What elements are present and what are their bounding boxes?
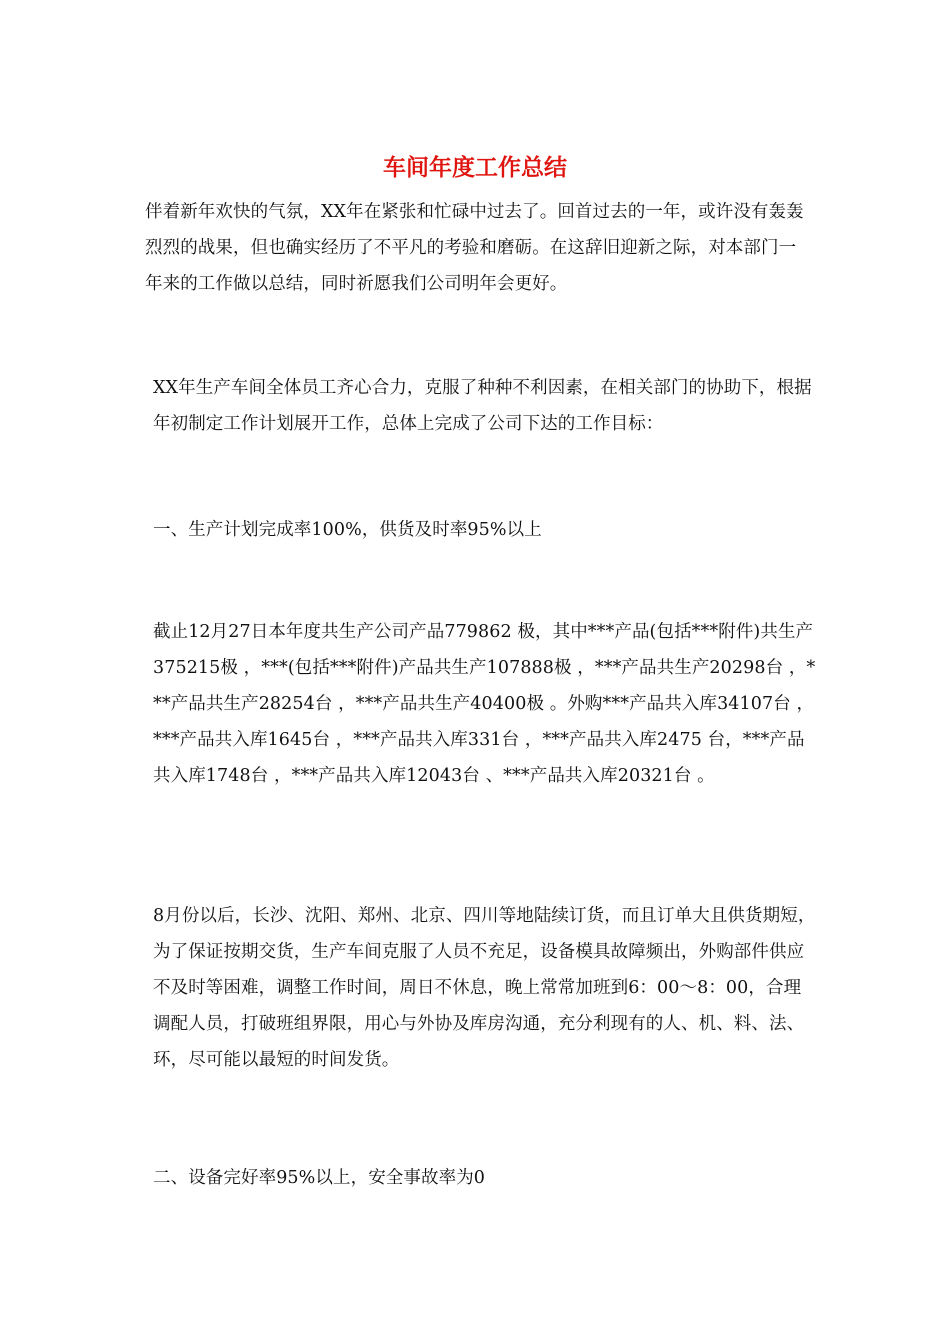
section-heading-production: 一、生产计划完成率100%，供货及时率95%以上 bbox=[153, 520, 542, 540]
paragraph-intro: 伴着新年欢快的气氛，XX年在紧张和忙碌中过去了。回首过去的一年，或许没有轰轰烈烈的战果，但也确实经历了不平凡的考验和磨砺。在这辞旧迎新之际，对本部门一年来的工作做以总结，同时祈愿我们公司明年会更好。 bbox=[145, 202, 804, 294]
document-title: 车间年度工作总结 bbox=[383, 155, 567, 181]
paragraph-orders: 8月份以后，长沙、沈阳、郑州、北京、四川等地陆续订货，而且订单大且供货期短，为了保证按期交货，生产车间克服了人员不充足，设备模具故障频出，外购部件供应不及时等困难，调整工作时间，周日不休息，晚上常常加班到6：00～8：00，合理调配人员，打破班组界限，用心与外协及库房沟通，充分利现有的人、机、料、法、环，尽可能以最短的时间发货。 bbox=[153, 906, 816, 1070]
paragraph-production-figures: 截止12月27日本年度共生产公司产品779862 极，其中***产品(包括***附件)共生产375215极 ，***(包括***附件)产品共生产107888极 ，***产品共生产20298台 ，***产品共生产28254台 ，***产品共生产40400极 。外购***产品共入库34107台 ，***产品共入库1645台 ，***产品共入库331台 ，***产品共入库2475 台，***产品共入库1748台 ，***产品共入库12043台 、***产品共入库20321台 。 bbox=[153, 622, 816, 786]
section-heading-equipment: 二、设备完好率95%以上，安全事故率为0 bbox=[153, 1168, 486, 1188]
paragraph-overview: XX年生产车间全体员工齐心合力，克服了种种不利因素，在相关部门的协助下，根据年初制定工作计划展开工作，总体上完成了公司下达的工作目标： bbox=[153, 378, 812, 434]
